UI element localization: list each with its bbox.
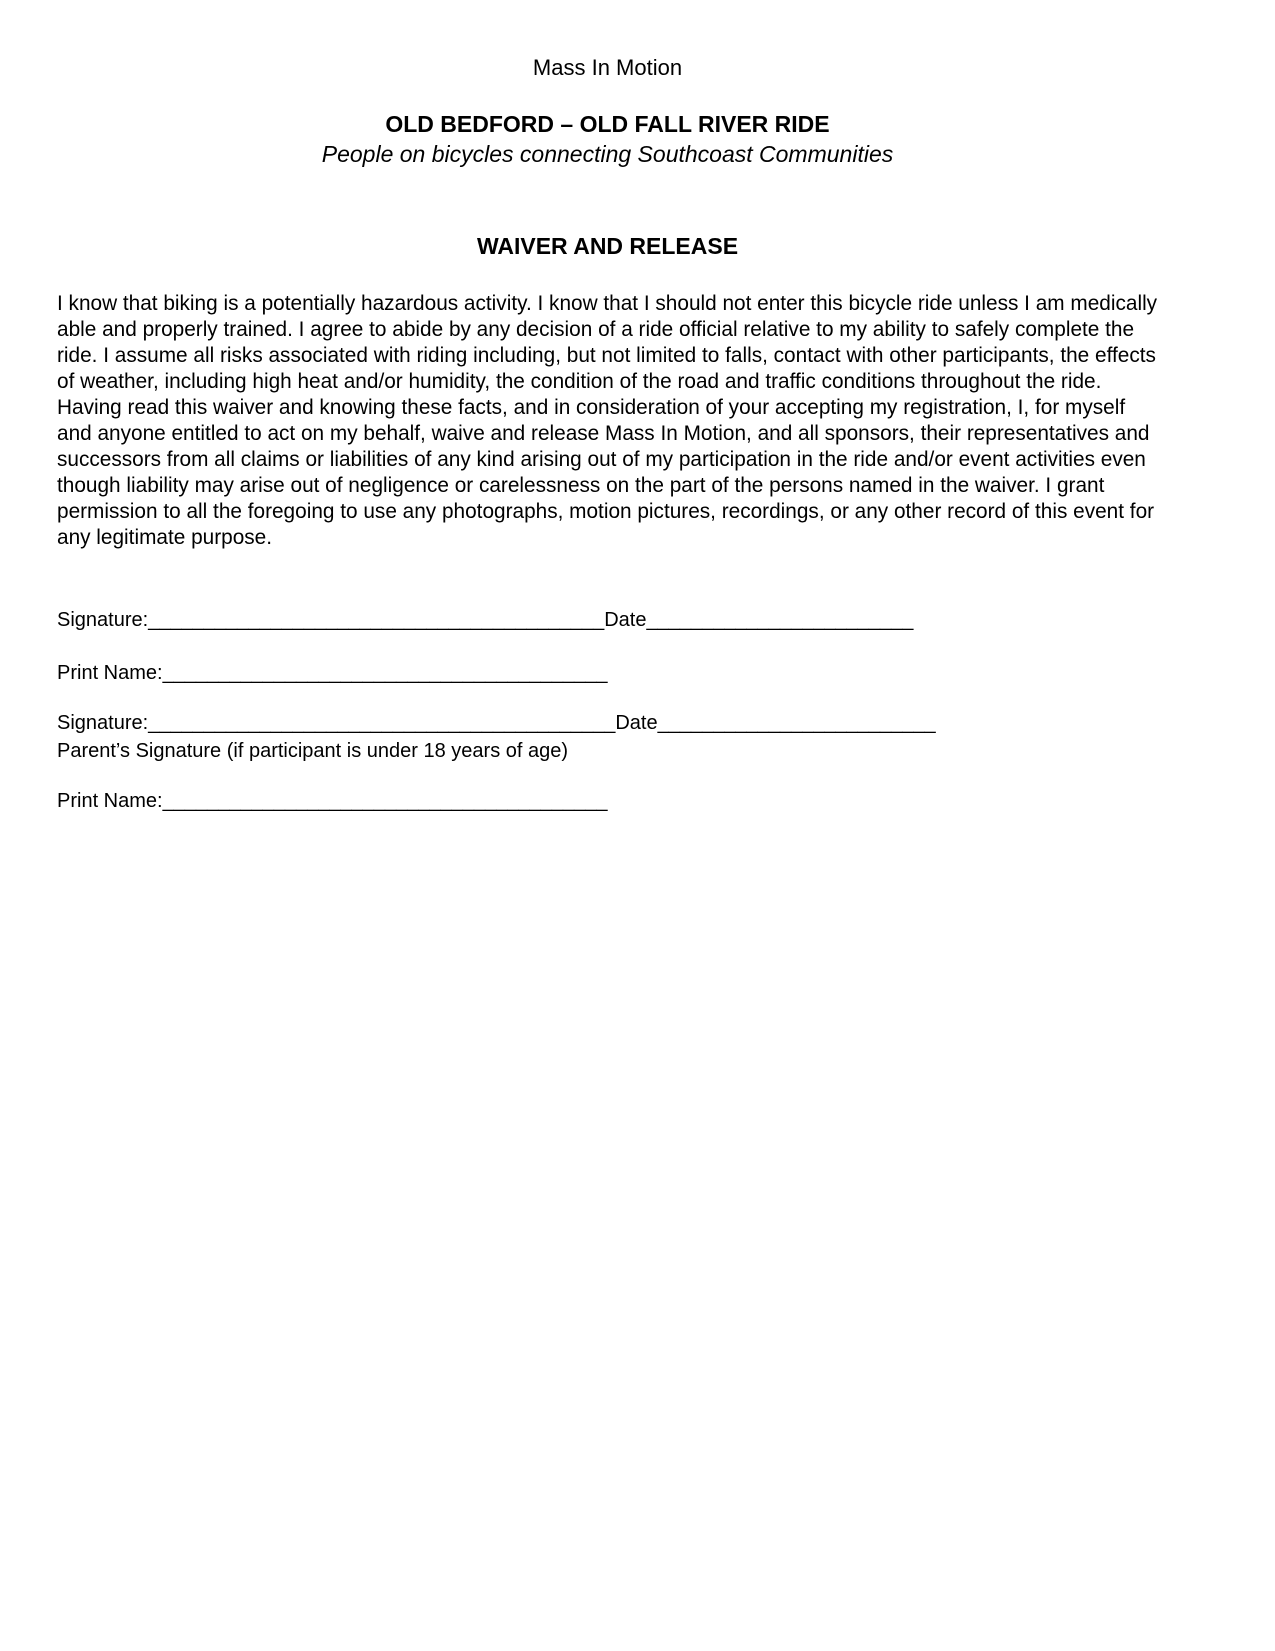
waiver-body-text: I know that biking is a potentially hazardous activity. I know that I should not enter this bicycle ride unless I am medically able and properly trained. I agree to abide by any decision of a ride official relative to my ability to safely complete the ride. I assume all risks associated with riding including, but not limited to falls, contact with other participants, the effects of weather, including high heat and/or humidity, the condition of the road and traffic conditions throughout the ride. Having read this waiver and knowing these facts, and in consideration of your accepting my registration, I, for myself and anyone entitled to act on my behalf, waive and release Mass In Motion, and all sponsors, their representatives and successors from all claims or liabilities of any kind arising out of my participation in the ride and/or event activities even though liability may arise out of negligence or carelessness on the part of the persons named in the waiver. I grant permission to all the foregoing to use any photographs, motion pictures, recordings, or any other record of this event for any legitimate purpose. xyxy=(57,292,1158,549)
parent-signature-note: Parent’s Signature (if participant is under 18 years of age) xyxy=(57,740,569,762)
waiver-section-heading: WAIVER AND RELEASE xyxy=(476,233,739,259)
participant-print-name-line: ________________________________________ xyxy=(162,662,608,684)
participant-date-line: ________________________ xyxy=(646,609,914,631)
event-title: OLD BEDFORD – OLD FALL RIVER RIDE xyxy=(385,111,830,137)
participant-date-label: Date xyxy=(604,609,647,631)
parent-print-name-line: ________________________________________ xyxy=(162,790,608,812)
event-subtitle: People on bicycles connecting Southcoast Communities xyxy=(321,141,894,167)
participant-signature-line: _________________________________________ xyxy=(148,609,605,631)
parent-print-name-row xyxy=(57,788,1158,814)
document-content xyxy=(57,55,1158,814)
parent-signature-line: __________________________________________ xyxy=(148,712,616,734)
parent-signature-label: Signature: xyxy=(57,712,149,734)
parent-print-name-label: Print Name: xyxy=(57,790,163,812)
participant-signature-label: Signature: xyxy=(57,609,149,631)
participant-print-name-label: Print Name: xyxy=(57,662,163,684)
parent-signature-row xyxy=(57,710,1158,736)
parent-date-label: Date xyxy=(615,712,658,734)
participant-print-name-row xyxy=(57,660,1158,686)
signature-block xyxy=(57,607,1158,814)
org-name: Mass In Motion xyxy=(532,55,683,80)
parent-date-line: _________________________ xyxy=(657,712,936,734)
participant-signature-row xyxy=(57,607,1158,633)
